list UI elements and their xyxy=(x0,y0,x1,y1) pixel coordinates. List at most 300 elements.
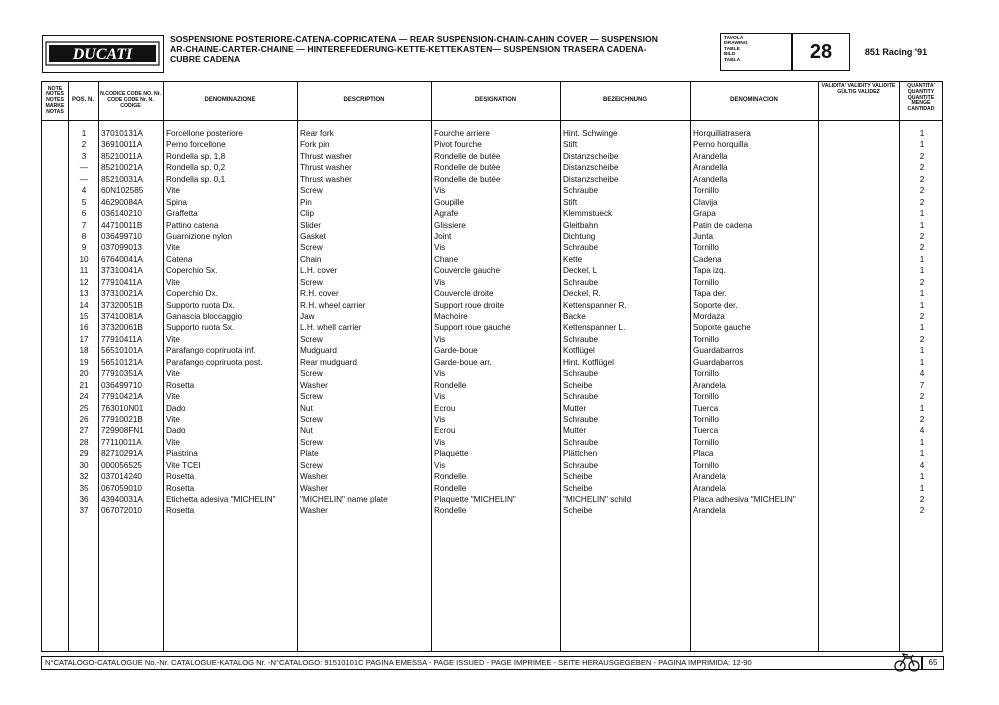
cell-denominazione: Supporto ruota Dx. xyxy=(166,300,235,310)
cell-designation: Rondelle xyxy=(434,483,467,493)
cell-designation: Chane xyxy=(434,254,459,264)
cell-bezeichnung: Distanzscheibe xyxy=(563,151,619,161)
cell-code: 37320061B xyxy=(101,323,143,333)
cell-description: Nut xyxy=(300,426,313,436)
cell-bezeichnung: Schraube xyxy=(563,392,599,402)
cell-code: 85210021A xyxy=(101,163,143,173)
cell-code: 37310041A xyxy=(101,266,143,276)
cell-quantity: 1 xyxy=(919,403,925,413)
cell-description: Gasket xyxy=(300,231,326,241)
cell-pos: 14 xyxy=(79,300,89,310)
cell-quantity: 1 xyxy=(919,220,925,230)
cell-pos: 29 xyxy=(79,449,89,459)
cell-denominazione: Rondella sp. 0,1 xyxy=(166,174,226,184)
cell-code: 036499710 xyxy=(101,231,142,241)
cell-denominazione: Graffetta xyxy=(166,209,198,219)
cell-quantity: 2 xyxy=(919,506,925,516)
cell-denominacion: Perno horquilla xyxy=(693,140,749,150)
cell-denominacion: Tapa izq. xyxy=(693,266,726,276)
cell-denominacion: Tornillo xyxy=(693,243,719,253)
col-validity: VALIDITA' VALIDITY VALIDITE GÜLTIG VALIDEZ xyxy=(821,83,896,95)
cell-designation: Vis xyxy=(434,460,446,470)
table-row xyxy=(42,322,942,333)
cell-quantity: 1 xyxy=(919,300,925,310)
cell-quantity: 1 xyxy=(919,289,925,299)
drawing-label: BILD xyxy=(724,52,736,58)
cell-designation: Rondelle xyxy=(434,380,467,390)
col-notes: NOTE NOTES NOTES MARKE NOTAS xyxy=(45,85,65,115)
cell-description: Washer xyxy=(300,506,328,516)
table-row xyxy=(42,448,942,459)
cell-quantity: 1 xyxy=(919,472,925,482)
cell-quantity: 2 xyxy=(919,186,925,196)
cell-bezeichnung: Hint. Kotflügel xyxy=(563,357,614,367)
cell-quantity: 4 xyxy=(919,369,925,379)
model-name: 851 Racing '91 xyxy=(864,47,928,57)
table-row xyxy=(42,254,942,265)
table-row xyxy=(42,391,942,402)
cell-denominacion: Tornillo xyxy=(693,460,719,470)
cell-code: 85210011A xyxy=(101,151,143,161)
cell-bezeichnung: Hint. Schwinge xyxy=(563,129,618,138)
cell-code: 77910021B xyxy=(101,414,143,424)
cell-designation: Vis xyxy=(434,243,446,253)
cell-bezeichnung: Schraube xyxy=(563,243,599,253)
table-row xyxy=(42,288,942,299)
cell-description: Screw xyxy=(300,186,323,196)
cell-bezeichnung: Deckel, R. xyxy=(563,289,601,299)
cell-denominazione: Parafango copriruota inf. xyxy=(166,346,256,356)
cell-bezeichnung: Schraube xyxy=(563,414,599,424)
table-row xyxy=(42,300,942,311)
cell-bezeichnung: Mutter xyxy=(563,403,587,413)
cell-bezeichnung: Scheibe xyxy=(563,380,593,390)
cell-designation: Vis xyxy=(434,277,446,287)
cell-denominazione: Parafango copriruota post. xyxy=(166,357,263,367)
cell-denominazione: Rosetta xyxy=(166,506,195,516)
table-row xyxy=(42,231,942,242)
cell-bezeichnung: Schraube xyxy=(563,460,599,470)
cell-description: R.H. cover xyxy=(300,289,339,299)
cell-pos: 12 xyxy=(79,277,89,287)
cell-denominacion: Patin de cadena xyxy=(693,220,753,230)
cell-code: 44710011B xyxy=(101,220,143,230)
cell-denominacion: Guardabarros xyxy=(693,346,744,356)
cell-code: 77910351A xyxy=(101,369,143,379)
table-row xyxy=(42,151,942,162)
catalogue-footer: N°CATALOGO-CATALOGUE No.-Nr. CATALOGUE-KATALOG Nr. -N°CATALOGO: 91510101C PAGINA EMESSA - PAGE ISSUED - PAGE IMPRIMEE - SEITE HERAUSGEGEBEN - PAGINA IMPRIMIDA: 12-90 xyxy=(41,656,922,670)
cell-quantity: 1 xyxy=(919,140,925,150)
cell-code: 46290084A xyxy=(101,197,143,207)
cell-denominazione: Vite xyxy=(166,334,180,344)
cell-code: 77910411A xyxy=(101,334,143,344)
cell-code: 036499710 xyxy=(101,380,142,390)
cell-bezeichnung: "MICHELIN" schild xyxy=(563,495,632,504)
cell-description: Slider xyxy=(300,220,321,230)
cell-denominacion: Soporte der. xyxy=(693,300,738,310)
page-title xyxy=(170,34,718,65)
cell-designation: Joint xyxy=(434,231,452,241)
cell-denominazione: Vite xyxy=(166,186,180,196)
table-number: 28 xyxy=(792,33,850,71)
cell-bezeichnung: Stift xyxy=(563,197,578,207)
cell-denominazione: Coperchio Sx. xyxy=(166,266,218,276)
cell-code: 56510121A xyxy=(101,357,143,367)
cell-code: 000056525 xyxy=(101,460,142,470)
cell-code: 60N102585 xyxy=(101,186,144,196)
cell-pos: 9 xyxy=(81,243,87,253)
ducati-logo xyxy=(42,35,164,73)
cell-pos: 17 xyxy=(79,334,89,344)
cell-designation: Ecrou xyxy=(434,426,456,436)
cell-pos: 32 xyxy=(79,472,89,482)
table-row xyxy=(42,414,942,425)
cell-designation: Vis xyxy=(434,369,446,379)
table-row xyxy=(42,208,942,219)
cell-quantity: 2 xyxy=(919,151,925,161)
drawing-label-box xyxy=(720,33,792,71)
cell-denominazione: Vite xyxy=(166,437,180,447)
cell-denominacion: Tornillo xyxy=(693,277,719,287)
cell-designation: Vis xyxy=(434,334,446,344)
col-denominazione: DENOMINAZIONE xyxy=(204,97,256,104)
cell-denominacion: Horquillatrasera xyxy=(693,129,751,138)
title-line-1: SOSPENSIONE POSTERIORE-CATENA-COPRICATENA — REAR SUSPENSION-CHAIN-CAHIN COVER — SUSPENSION xyxy=(170,34,659,44)
cell-code: 37410081A xyxy=(101,312,143,321)
cell-description: Mudguard xyxy=(300,346,337,356)
cell-code: 67640041A xyxy=(101,254,143,264)
cell-description: Screw xyxy=(300,369,323,379)
cell-bezeichnung: Kettenspanner L. xyxy=(563,323,626,333)
cell-quantity: 2 xyxy=(919,495,925,504)
cell-denominacion: Arandella xyxy=(693,163,728,173)
col-denominacion: DENOMINACION xyxy=(730,97,778,104)
cell-denominazione: Spina xyxy=(166,197,187,207)
table-row xyxy=(42,334,942,345)
cell-denominazione: Ganascia bloccaggio xyxy=(166,312,243,321)
cell-bezeichnung: Dichtung xyxy=(563,231,596,241)
cell-designation: Plaquette "MICHELIN" xyxy=(434,495,516,504)
cell-denominacion: Soporte gauche xyxy=(693,323,751,333)
cell-description: L.H. cover xyxy=(300,266,338,276)
cell-denominazione: Vite xyxy=(166,392,180,402)
cell-code: 067059010 xyxy=(101,483,142,493)
cell-pos: 35 xyxy=(79,483,89,493)
cell-bezeichnung: Schraube xyxy=(563,437,599,447)
cell-denominazione: Rondella sp. 1,8 xyxy=(166,151,226,161)
cell-designation: Rondelle xyxy=(434,472,467,482)
cell-denominacion: Arandela xyxy=(693,483,726,493)
page-number: 65 xyxy=(922,656,944,670)
cell-pos: 5 xyxy=(81,197,87,207)
cell-bezeichnung: Schraube xyxy=(563,334,599,344)
cell-bezeichnung: Distanzscheibe xyxy=(563,174,619,184)
cell-description: Thrust washer xyxy=(300,163,352,173)
cell-code: 729908FN1 xyxy=(101,426,144,436)
cell-denominacion: Tornillo xyxy=(693,392,719,402)
cell-code: 37320051B xyxy=(101,300,143,310)
cell-designation: Garde-boue xyxy=(434,346,478,356)
cell-pos: 16 xyxy=(79,323,89,333)
cell-bezeichnung: Schraube xyxy=(563,277,599,287)
table-row xyxy=(42,425,942,436)
logo-text: DUCATI xyxy=(72,46,133,63)
cell-pos: 1 xyxy=(81,129,87,138)
cell-bezeichnung: Gleitbahn xyxy=(563,220,599,230)
cell-bezeichnung: Distanzscheibe xyxy=(563,163,619,173)
cell-quantity: 1 xyxy=(919,437,925,447)
cell-description: Rear mudguard xyxy=(300,357,357,367)
table-row xyxy=(42,265,942,276)
cell-code: 56510101A xyxy=(101,346,143,356)
cell-denominazione: Coperchio Dx. xyxy=(166,289,218,299)
cell-description: Jaw xyxy=(300,312,315,321)
table-row xyxy=(42,242,942,253)
cell-description: Screw xyxy=(300,460,323,470)
cell-denominazione: Supporto ruota Sx. xyxy=(166,323,235,333)
cell-denominacion: Placa xyxy=(693,449,714,459)
cell-description: Screw xyxy=(300,437,323,447)
cell-designation: Rondelle de butée xyxy=(434,174,501,184)
cell-pos: 13 xyxy=(79,289,89,299)
col-description: DESCRIPTION xyxy=(343,97,385,104)
table-row xyxy=(42,197,942,208)
table-row xyxy=(42,357,942,368)
cell-designation: Goupille xyxy=(434,197,465,207)
cell-pos: 36 xyxy=(79,495,89,504)
cell-denominazione: Rosetta xyxy=(166,380,195,390)
cell-denominacion: Grapa xyxy=(693,209,716,219)
parts-rows xyxy=(42,128,942,517)
cell-denominacion: Arandela xyxy=(693,380,726,390)
col-bezeichnung: BEZEICHNUNG xyxy=(602,97,647,104)
cell-pos: 18 xyxy=(79,346,89,356)
cell-designation: Pivot fourche xyxy=(434,140,482,150)
cell-denominazione: Vite xyxy=(166,369,180,379)
cell-quantity: 1 xyxy=(919,449,925,459)
cell-quantity: 2 xyxy=(919,334,925,344)
cell-description: Washer xyxy=(300,472,328,482)
cell-pos: 8 xyxy=(81,231,87,241)
cell-denominazione: Piastrina xyxy=(166,449,198,459)
cell-denominacion: Arandella xyxy=(693,151,728,161)
col-designation: DESIGNATION xyxy=(474,97,517,104)
cell-denominacion: Mordaza xyxy=(693,312,725,321)
cell-description: Fork pin xyxy=(300,140,330,150)
cell-bezeichnung: Schraube xyxy=(563,369,599,379)
cell-designation: Plaquette xyxy=(434,449,469,459)
cell-denominazione: Guarnizione nylon xyxy=(166,231,232,241)
cell-denominacion: Tornillo xyxy=(693,369,719,379)
cell-denominacion: Tornillo xyxy=(693,334,719,344)
cell-pos: 15 xyxy=(79,312,89,321)
cell-quantity: 4 xyxy=(919,460,925,470)
cell-code: 763010N01 xyxy=(101,403,144,413)
table-row xyxy=(42,403,942,414)
cell-quantity: 7 xyxy=(919,380,925,390)
drawing-label: DRAWING xyxy=(724,41,748,47)
cell-description: Screw xyxy=(300,334,323,344)
cell-designation: Agrafe xyxy=(434,209,459,219)
table-row xyxy=(42,128,942,139)
cell-quantity: 1 xyxy=(919,254,925,264)
table-row xyxy=(42,277,942,288)
table-row xyxy=(42,311,942,322)
cell-pos: 37 xyxy=(79,506,89,516)
cell-quantity: 2 xyxy=(919,392,925,402)
cell-quantity: 1 xyxy=(919,357,925,367)
cell-denominacion: Junta xyxy=(693,231,714,241)
cell-designation: Support roue gauche xyxy=(434,323,511,333)
table-row xyxy=(42,220,942,231)
cell-denominazione: Rosetta xyxy=(166,472,195,482)
cell-denominacion: Tornillo xyxy=(693,414,719,424)
cell-designation: Couvercle gauche xyxy=(434,266,500,276)
cell-denominacion: Tuerca xyxy=(693,426,719,436)
cell-quantity: 4 xyxy=(919,426,925,436)
cell-description: R.H. wheel carrier xyxy=(300,300,366,310)
cell-pos: 26 xyxy=(79,414,89,424)
cell-designation: Garde-boue arr. xyxy=(434,357,492,367)
cell-designation: Vis xyxy=(434,414,446,424)
cell-description: Plate xyxy=(300,449,319,459)
col-code: N.CODICE CODE NO. Nr. CODE CODE Nr. N. CODIGE xyxy=(100,91,161,109)
cell-description: "MICHELIN" name plate xyxy=(300,495,388,504)
cell-quantity: 2 xyxy=(919,414,925,424)
table-row xyxy=(42,505,942,516)
cell-pos: 25 xyxy=(79,403,89,413)
cell-denominacion: Arandela xyxy=(693,506,726,516)
drawing-label: TAVOLA xyxy=(724,36,744,41)
cell-bezeichnung: Backe xyxy=(563,312,586,321)
cell-pos: 27 xyxy=(79,426,89,436)
cell-code: 85210031A xyxy=(101,174,143,184)
cell-denominazione: Vite xyxy=(166,277,180,287)
cell-designation: Rondelle de butée xyxy=(434,163,501,173)
drawing-label: TABLE xyxy=(724,46,740,52)
cell-description: Screw xyxy=(300,392,323,402)
cell-quantity: 1 xyxy=(919,483,925,493)
cell-code: 037099013 xyxy=(101,243,142,253)
cell-designation: Support roue droite xyxy=(434,300,505,310)
cell-pos: 20 xyxy=(79,369,89,379)
cell-pos: 30 xyxy=(79,460,89,470)
cell-description: Screw xyxy=(300,243,323,253)
cell-code: 43940031A xyxy=(101,495,143,504)
cell-description: Clip xyxy=(300,209,315,219)
cell-pos: — xyxy=(79,174,89,184)
cell-description: Screw xyxy=(300,277,323,287)
table-row xyxy=(42,483,942,494)
parts-table xyxy=(41,81,943,652)
cell-pos: 2 xyxy=(81,140,87,150)
cell-quantity: 2 xyxy=(919,243,925,253)
cell-denominazione: Forcellone posteriore xyxy=(166,129,243,138)
cell-designation: Machoire xyxy=(434,312,468,321)
table-row xyxy=(42,345,942,356)
cell-bezeichnung: Klemmstueck xyxy=(563,209,613,219)
cell-code: 37010131A xyxy=(101,129,143,138)
cell-description: Pin xyxy=(300,197,312,207)
cell-description: Thrust washer xyxy=(300,151,352,161)
cell-description: Washer xyxy=(300,483,328,493)
cell-bezeichnung: Schraube xyxy=(563,186,599,196)
table-row xyxy=(42,471,942,482)
table-row xyxy=(42,162,942,173)
cell-denominacion: Clavija xyxy=(693,197,718,207)
cell-denominacion: Tornillo xyxy=(693,437,719,447)
cell-designation: Vis xyxy=(434,392,446,402)
table-row xyxy=(42,185,942,196)
cell-description: Nut xyxy=(300,403,313,413)
cell-denominazione: Vite xyxy=(166,414,180,424)
table-row xyxy=(42,460,942,471)
cell-designation: Rondelle de butée xyxy=(434,151,501,161)
cell-bezeichnung: Stift xyxy=(563,140,578,150)
cell-designation: Vis xyxy=(434,437,446,447)
cell-denominacion: Placa adhesiva "MICHELIN" xyxy=(693,495,796,504)
cell-bezeichnung: Scheibe xyxy=(563,472,593,482)
cell-quantity: 2 xyxy=(919,312,925,321)
cell-code: 037014240 xyxy=(101,472,142,482)
ducati-logo-icon xyxy=(43,36,162,71)
cell-bezeichnung: Kette xyxy=(563,254,583,264)
cell-quantity: 2 xyxy=(919,174,925,184)
drawing-label: TABLA xyxy=(724,57,741,63)
cell-quantity: 1 xyxy=(919,129,925,138)
cell-pos: 19 xyxy=(79,357,89,367)
cell-pos: 24 xyxy=(79,392,89,402)
table-row xyxy=(42,368,942,379)
cell-code: 36910011A xyxy=(101,140,143,150)
cell-quantity: 2 xyxy=(919,163,925,173)
title-line-2: AR-CHAINE-CARTER-CHAINE — HINTEREFEDERUNG-KETTE-KETTEKASTEN— SUSPENSION TRASERA CADENA- xyxy=(170,44,647,55)
cell-quantity: 1 xyxy=(919,209,925,219)
cell-quantity: 2 xyxy=(919,197,925,207)
cell-denominazione: Perno forcellone xyxy=(166,140,226,150)
cell-bezeichnung: Mutter xyxy=(563,426,587,436)
cell-quantity: 1 xyxy=(919,346,925,356)
cell-quantity: 1 xyxy=(919,266,925,276)
cell-pos: 7 xyxy=(81,220,87,230)
cell-pos: — xyxy=(79,163,89,173)
cell-description: Rear fork xyxy=(300,129,334,138)
cell-pos: 6 xyxy=(81,209,87,219)
cell-designation: Glissiere xyxy=(434,220,466,230)
cell-designation: Vis xyxy=(434,186,446,196)
cell-bezeichnung: Scheibe xyxy=(563,483,593,493)
cell-pos: 11 xyxy=(79,266,89,276)
header-divider xyxy=(42,120,942,121)
table-row xyxy=(42,139,942,150)
cell-quantity: 2 xyxy=(919,277,925,287)
cell-quantity: 1 xyxy=(919,323,925,333)
cell-pos: 4 xyxy=(81,186,87,196)
cell-bezeichnung: Plättchen xyxy=(563,449,598,459)
cell-denominazione: Dado xyxy=(166,426,186,436)
cell-pos: 3 xyxy=(81,151,87,161)
cell-code: 37310021A xyxy=(101,289,143,299)
cell-pos: 28 xyxy=(79,437,89,447)
cell-quantity: 2 xyxy=(919,231,925,241)
cell-code: 036140210 xyxy=(101,209,142,219)
cell-bezeichnung: Deckel, L xyxy=(563,266,598,276)
cell-designation: Rondelle xyxy=(434,506,467,516)
motorcycle-icon xyxy=(894,651,920,673)
table-row xyxy=(42,380,942,391)
cell-denominazione: Rondella sp. 0,2 xyxy=(166,163,226,173)
cell-code: 77910421A xyxy=(101,392,143,402)
